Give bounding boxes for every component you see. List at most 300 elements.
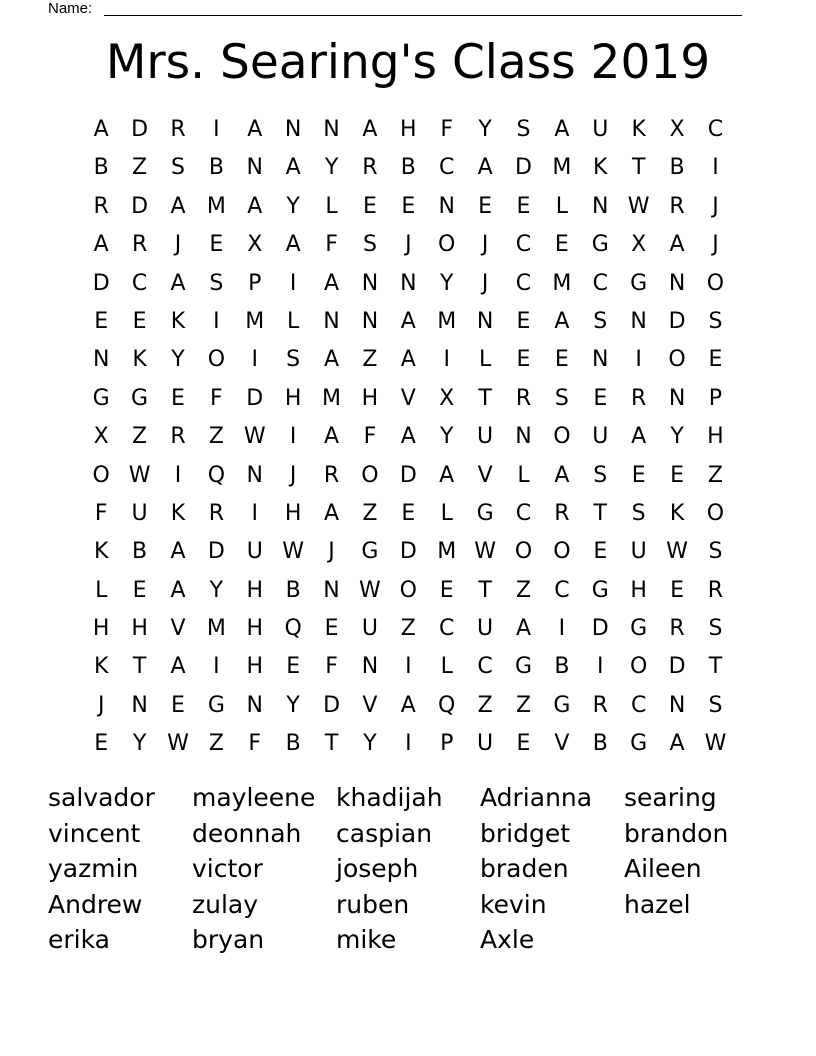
grid-letter: N xyxy=(400,270,417,296)
grid-letter: Z xyxy=(362,500,378,526)
grid-letter: K xyxy=(93,539,109,565)
grid-letter: I xyxy=(251,347,258,373)
grid-row xyxy=(82,418,735,456)
page-title: Mrs. Searing's Class 2019 xyxy=(105,35,711,90)
grid-letter: I xyxy=(289,270,297,296)
grid-letter: J xyxy=(481,232,489,258)
grid-letter: S xyxy=(708,616,723,642)
grid-letter: A xyxy=(170,577,186,603)
grid-letter: U xyxy=(477,731,494,757)
grid-letter: N xyxy=(323,577,340,603)
grid-letter: Q xyxy=(438,692,456,718)
grid-row xyxy=(82,725,735,763)
word-bank-item: Adrianna xyxy=(480,783,593,812)
grid-letter: K xyxy=(631,117,646,142)
grid-letter: N xyxy=(323,308,340,334)
grid-letter: C xyxy=(554,577,570,603)
grid-letter: S xyxy=(708,308,723,334)
grid-letter: Y xyxy=(286,692,300,718)
grid-letter: H xyxy=(284,500,302,526)
grid-letter: A xyxy=(170,539,186,565)
grid-letter: X xyxy=(439,385,455,411)
grid-letter: E xyxy=(401,500,416,526)
grid-letter: S xyxy=(516,117,531,142)
word-bank-item: yazmin xyxy=(48,854,139,883)
grid-letter: T xyxy=(478,577,492,603)
grid-letter: C xyxy=(477,654,493,680)
grid-letter: L xyxy=(517,462,530,488)
grid-letter: A xyxy=(669,731,685,757)
grid-letter: E xyxy=(708,347,723,373)
word-bank-item: erika xyxy=(48,925,110,954)
grid-letter: E xyxy=(631,462,646,488)
grid-letter: K xyxy=(93,654,109,680)
grid-letter: F xyxy=(248,731,262,757)
grid-letter: T xyxy=(324,731,339,757)
grid-letter: N xyxy=(361,270,379,296)
grid-letter: E xyxy=(209,232,224,258)
grid-letter: L xyxy=(440,654,453,680)
grid-letter: R xyxy=(669,193,685,219)
grid-letter: Z xyxy=(707,462,723,488)
grid-letter: A xyxy=(170,654,186,680)
grid-letter: E xyxy=(516,347,531,373)
grid-letter: A xyxy=(170,270,186,296)
grid-row xyxy=(82,265,735,303)
grid-row xyxy=(82,226,735,264)
grid-letter: H xyxy=(246,577,264,603)
grid-letter: U xyxy=(361,616,378,642)
grid-letter: Y xyxy=(132,731,147,757)
grid-letter: M xyxy=(206,193,226,219)
grid-letter: Y xyxy=(324,155,339,181)
grid-letter: C xyxy=(592,270,608,296)
grid-letter: O xyxy=(706,500,725,526)
word-bank-item: victor xyxy=(192,854,263,883)
grid-letter: R xyxy=(93,193,109,219)
grid-letter: V xyxy=(362,692,378,718)
grid-letter: I xyxy=(635,347,642,373)
grid-letter: S xyxy=(708,692,723,718)
grid-row xyxy=(82,380,735,418)
grid-letter: D xyxy=(246,385,264,411)
grid-letter: A xyxy=(477,155,493,181)
word-bank-item: kevin xyxy=(480,889,547,919)
grid-letter: Z xyxy=(477,692,493,718)
grid-letter: D xyxy=(591,616,609,642)
grid-letter: C xyxy=(131,270,148,296)
grid-letter: E xyxy=(171,692,185,718)
grid-letter: J xyxy=(289,462,297,488)
word-bank-item: salvador xyxy=(48,783,155,812)
grid-letter: A xyxy=(324,270,340,296)
grid-letter: R xyxy=(170,424,186,450)
grid-letter: H xyxy=(284,385,302,411)
grid-letter: Z xyxy=(400,616,416,642)
grid-letter: W xyxy=(359,577,381,603)
grid-letter: F xyxy=(94,500,108,526)
word-bank-item: deonnah xyxy=(192,818,302,848)
grid-letter: B xyxy=(208,155,224,181)
grid-row xyxy=(82,111,735,149)
grid-letter: H xyxy=(630,577,647,603)
grid-letter: A xyxy=(170,193,186,219)
grid-letter: A xyxy=(554,462,570,488)
grid-letter: S xyxy=(209,270,224,296)
grid-letter: J xyxy=(328,539,335,565)
grid-letter: C xyxy=(515,232,532,258)
grid-row xyxy=(82,149,735,187)
grid-letter: O xyxy=(630,654,648,680)
grid-letter: R xyxy=(707,577,724,603)
grid-letter: A xyxy=(247,117,263,142)
grid-letter: M xyxy=(552,155,572,181)
grid-letter: M xyxy=(245,308,265,334)
grid-letter: R xyxy=(362,155,378,181)
grid-letter: A xyxy=(93,117,109,142)
grid-letter: I xyxy=(213,654,220,680)
grid-letter: L xyxy=(325,193,338,219)
grid-letter: U xyxy=(630,539,647,565)
grid-letter: Z xyxy=(208,424,224,450)
grid-letter: I xyxy=(558,616,566,642)
grid-letter: X xyxy=(247,232,263,258)
grid-letter: Y xyxy=(478,117,492,142)
grid-letter: F xyxy=(325,232,338,258)
grid-letter: E xyxy=(516,308,531,334)
grid-letter: D xyxy=(131,117,149,142)
grid-letter: R xyxy=(170,117,186,142)
grid-letter: B xyxy=(400,155,416,181)
grid-letter: O xyxy=(706,270,725,296)
grid-letter: N xyxy=(668,385,686,411)
grid-letter: S xyxy=(593,462,608,488)
grid-letter: R xyxy=(208,500,225,526)
grid-letter: M xyxy=(437,539,457,565)
name-label: Name: xyxy=(48,0,93,17)
grid-letter: Y xyxy=(171,347,185,373)
grid-letter: S xyxy=(362,232,377,258)
grid-letter: W xyxy=(243,424,266,450)
grid-letter: E xyxy=(94,731,109,757)
grid-letter: Q xyxy=(207,462,226,488)
grid-letter: D xyxy=(515,155,532,181)
grid-letter: P xyxy=(708,385,723,411)
grid-letter: Z xyxy=(208,731,224,757)
grid-row xyxy=(82,533,735,571)
grid-letter: B xyxy=(93,155,109,181)
grid-letter: B xyxy=(554,654,570,680)
grid-letter: C xyxy=(515,500,532,526)
grid-row xyxy=(82,341,735,379)
grid-letter: K xyxy=(669,500,685,526)
grid-letter: Z xyxy=(515,692,532,718)
grid-letter: E xyxy=(593,539,608,565)
grid-letter: U xyxy=(246,539,263,565)
grid-letter: V xyxy=(170,616,186,642)
grid-letter: E xyxy=(554,347,569,373)
grid-letter: T xyxy=(478,385,492,411)
grid-letter: G xyxy=(591,577,609,603)
grid-letter: A xyxy=(324,500,340,526)
grid-letter: L xyxy=(440,500,453,526)
grid-letter: H xyxy=(92,616,110,642)
grid-letter: A xyxy=(554,308,570,334)
grid-letter: D xyxy=(668,308,686,334)
grid-letter: N xyxy=(246,692,263,718)
grid-letter: J xyxy=(97,692,105,718)
grid-letter: A xyxy=(439,462,455,488)
grid-letter: H xyxy=(400,117,417,142)
word-bank-item: mayleene xyxy=(192,783,316,812)
grid-letter: E xyxy=(670,577,684,603)
grid-letter: G xyxy=(514,654,533,680)
grid-letter: K xyxy=(132,347,147,373)
grid-letter: X xyxy=(669,117,685,142)
grid-letter: U xyxy=(592,424,609,450)
grid-letter: O xyxy=(514,539,533,565)
grid-letter: L xyxy=(287,308,300,334)
grid-letter: A xyxy=(400,424,416,450)
grid-letter: I xyxy=(712,155,719,181)
grid-letter: N xyxy=(361,654,379,680)
grid-letter: W xyxy=(704,731,727,757)
grid-letter: S xyxy=(631,500,646,526)
word-bank-item: ruben xyxy=(336,889,410,919)
grid-letter: H xyxy=(707,424,724,450)
grid-letter: K xyxy=(170,308,186,334)
grid-letter: Y xyxy=(286,193,300,219)
grid-letter: Y xyxy=(439,424,454,450)
grid-letter: C xyxy=(707,117,724,142)
grid-letter: T xyxy=(593,500,607,526)
word-bank-item: Axle xyxy=(480,925,535,954)
grid-letter: G xyxy=(591,232,609,258)
word-bank-item: bridget xyxy=(480,818,571,848)
grid-letter: E xyxy=(516,731,531,757)
grid-letter: E xyxy=(362,193,377,219)
word-bank-item: brandon xyxy=(624,818,729,848)
grid-letter: E xyxy=(401,193,416,219)
grid-letter: N xyxy=(284,117,302,142)
grid-letter: A xyxy=(285,232,301,258)
word-bank-item: bryan xyxy=(192,925,265,954)
grid-letter: N xyxy=(668,692,686,718)
grid-letter: Z xyxy=(132,424,148,450)
grid-letter: D xyxy=(323,692,341,718)
grid-letter: M xyxy=(206,616,226,642)
word-bank-item: khadijah xyxy=(336,783,443,812)
grid-letter: H xyxy=(131,616,148,642)
grid-letter: G xyxy=(476,500,494,526)
grid-letter: V xyxy=(554,731,570,757)
grid-letter: E xyxy=(593,385,608,411)
grid-letter: N xyxy=(323,117,340,142)
grid-letter: R xyxy=(592,692,608,718)
grid-letter: C xyxy=(439,616,455,642)
grid-letter: B xyxy=(285,731,301,757)
grid-letter: G xyxy=(131,385,149,411)
grid-letter: N xyxy=(592,193,609,219)
grid-letter: O xyxy=(553,539,571,565)
word-bank-item: vincent xyxy=(48,818,141,848)
grid-letter: G xyxy=(630,270,648,296)
grid-letter: E xyxy=(516,193,531,219)
grid-letter: D xyxy=(399,539,417,565)
grid-letter: A xyxy=(631,424,647,450)
grid-letter: M xyxy=(322,385,342,411)
grid-letter: G xyxy=(92,385,110,411)
grid-letter: J xyxy=(712,232,719,258)
grid-letter: T xyxy=(708,654,723,680)
grid-letter: S xyxy=(708,539,723,565)
grid-letter: W xyxy=(474,539,496,565)
name-line xyxy=(104,15,742,16)
grid-letter: D xyxy=(399,462,417,488)
grid-letter: J xyxy=(712,193,719,219)
grid-letter: I xyxy=(405,731,412,757)
grid-letter: A xyxy=(285,155,301,181)
grid-letter: I xyxy=(174,462,182,488)
word-bank-item: Aileen xyxy=(624,854,702,883)
grid-letter: Y xyxy=(439,270,454,296)
grid-letter: G xyxy=(630,731,648,757)
grid-letter: N xyxy=(361,308,379,334)
grid-letter: C xyxy=(439,155,455,181)
grid-letter: A xyxy=(515,616,532,642)
grid-letter: J xyxy=(405,232,412,258)
grid-letter: D xyxy=(207,539,225,565)
grid-letter: K xyxy=(170,500,186,526)
grid-letter: B xyxy=(132,539,148,565)
grid-letter: E xyxy=(94,308,109,334)
grid-letter: A xyxy=(93,232,109,258)
grid-letter: O xyxy=(668,347,686,373)
grid-letter: N xyxy=(131,692,148,718)
grid-letter: L xyxy=(555,193,569,219)
grid-letter: N xyxy=(630,308,647,334)
grid-letter: V xyxy=(400,385,416,411)
grid-letter: C xyxy=(515,270,532,296)
grid-letter: E xyxy=(132,577,147,603)
word-bank-item: braden xyxy=(480,854,569,883)
grid-letter: J xyxy=(481,270,489,296)
grid-letter: R xyxy=(323,462,340,488)
grid-letter: H xyxy=(361,385,379,411)
grid-row xyxy=(82,188,735,226)
grid-letter: Q xyxy=(284,616,302,642)
grid-letter: D xyxy=(131,193,149,219)
grid-letter: N xyxy=(592,347,609,373)
grid-letter: I xyxy=(443,347,450,373)
grid-letter: H xyxy=(246,616,264,642)
grid-letter: I xyxy=(597,654,604,680)
grid-letter: E xyxy=(439,577,454,603)
grid-letter: N xyxy=(92,347,110,373)
grid-letter: N xyxy=(246,462,263,488)
grid-letter: A xyxy=(400,308,416,334)
grid-letter: A xyxy=(554,117,570,142)
grid-letter: U xyxy=(131,500,148,526)
grid-letter: L xyxy=(478,347,492,373)
grid-letter: A xyxy=(324,424,340,450)
grid-letter: Y xyxy=(209,577,224,603)
grid-letter: S xyxy=(286,347,301,373)
grid-letter: D xyxy=(92,270,110,296)
grid-letter: G xyxy=(553,692,571,718)
grid-letter: F xyxy=(210,385,223,411)
grid-letter: N xyxy=(476,308,494,334)
grid-letter: U xyxy=(477,424,494,450)
grid-letter: O xyxy=(207,347,226,373)
grid-letter: A xyxy=(400,347,416,373)
grid-letter: E xyxy=(324,616,339,642)
name-field xyxy=(48,0,748,18)
grid-letter: I xyxy=(213,308,220,334)
grid-letter: E xyxy=(286,654,301,680)
grid-letter: O xyxy=(92,462,110,488)
grid-letter: G xyxy=(361,539,379,565)
grid-row xyxy=(82,572,735,610)
grid-row xyxy=(82,648,735,686)
grid-letter: I xyxy=(213,117,220,142)
word-bank-item: joseph xyxy=(336,854,419,883)
grid-letter: E xyxy=(171,385,185,411)
grid-letter: R xyxy=(669,616,685,642)
grid-letter: W xyxy=(128,462,151,488)
grid-letter: P xyxy=(248,270,262,296)
grid-letter: Y xyxy=(363,731,377,757)
grid-letter: G xyxy=(207,692,225,718)
grid-letter: F xyxy=(363,424,377,450)
grid-letter: A xyxy=(400,692,416,718)
grid-letter: A xyxy=(247,193,263,219)
grid-row xyxy=(82,610,735,648)
grid-row xyxy=(82,495,735,533)
grid-letter: O xyxy=(553,424,571,450)
grid-letter: F xyxy=(325,654,338,680)
grid-letter: W xyxy=(167,731,189,757)
grid-letter: T xyxy=(631,155,646,181)
grid-letter: S xyxy=(593,308,608,334)
grid-letter: F xyxy=(440,117,454,142)
grid-letter: V xyxy=(477,462,493,488)
word-bank-item: Andrew xyxy=(48,889,143,919)
grid-letter: W xyxy=(627,193,650,219)
grid-row xyxy=(82,687,735,725)
grid-letter: C xyxy=(630,692,647,718)
grid-letter: N xyxy=(246,155,263,181)
grid-letter: I xyxy=(405,654,412,680)
grid-letter: A xyxy=(324,347,340,373)
grid-letter: D xyxy=(668,654,686,680)
grid-letter: B xyxy=(669,155,685,181)
grid-letter: O xyxy=(399,577,417,603)
grid-letter: R xyxy=(631,385,647,411)
grid-letter: O xyxy=(361,462,379,488)
grid-letter: I xyxy=(251,500,258,526)
grid-letter: E xyxy=(670,462,684,488)
grid-letter: Z xyxy=(132,155,148,181)
grid-letter: H xyxy=(246,654,264,680)
word-bank-item: mike xyxy=(336,925,397,954)
grid-letter: I xyxy=(289,424,297,450)
grid-letter: A xyxy=(362,117,378,142)
word-bank-item: zulay xyxy=(192,889,259,919)
grid-letter: R xyxy=(131,232,148,258)
grid-letter: X xyxy=(93,424,109,450)
grid-letter: U xyxy=(592,117,609,142)
